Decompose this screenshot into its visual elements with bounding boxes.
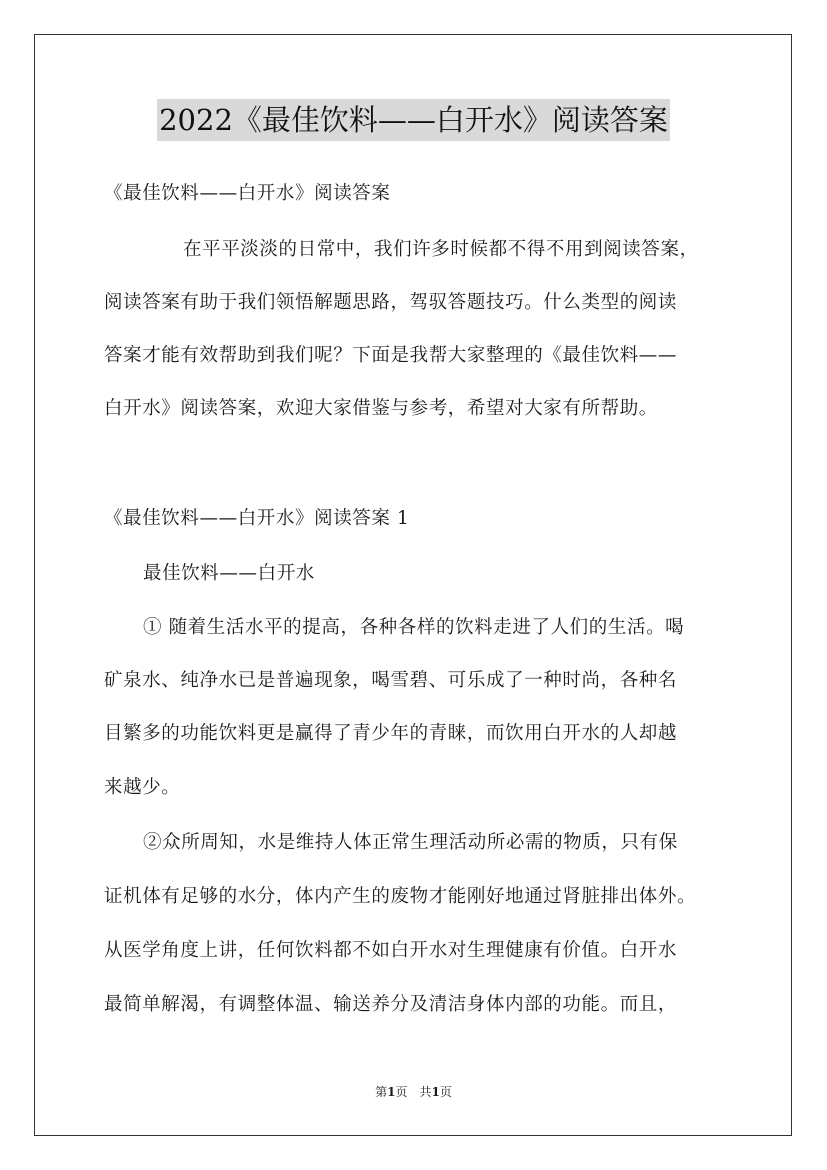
paragraph-line: 证机体有足够的水分，体内产生的废物才能刚好地通过肾脏排出体外。 xyxy=(104,886,697,907)
paragraph-line: 最简单解渴，有调整体温、输送养分及清洁身体内部的功能。而且， xyxy=(104,994,678,1015)
paragraph-line: ① 随着生活水平的提高，各种各样的饮料走进了人们的生活。喝 xyxy=(143,617,685,638)
paragraph-line: 白开水》阅读答案，欢迎大家借鉴与参考，希望对大家有所帮助。 xyxy=(104,398,658,419)
document-title: 2022《最佳饮料——白开水》阅读答案 xyxy=(157,99,670,141)
title-container xyxy=(0,99,827,141)
paragraph-line: 答案才能有效帮助到我们呢？下面是我帮大家整理的《最佳饮料—— xyxy=(104,345,678,366)
paragraph-line: 矿泉水、纯净水已是普遍现象，喝雪碧、可乐成了一种时尚，各种名 xyxy=(104,670,678,691)
paragraph-line: 来越少。 xyxy=(104,777,181,798)
page-footer xyxy=(0,1084,827,1100)
footer-total-pages: 1 xyxy=(431,1085,440,1099)
paragraph-line: 在平平淡淡的日常中，我们许多时候都不得不用到阅读答案， xyxy=(183,239,699,260)
footer-mid: 页 共 xyxy=(395,1085,432,1099)
paragraph-line: ②众所周知，水是维持人体正常生理活动所必需的物质，只有保 xyxy=(143,832,678,853)
paragraph-line: 目繁多的功能饮料更是赢得了青少年的青睐，而饮用白开水的人却越 xyxy=(104,723,678,744)
footer-prefix: 第 xyxy=(375,1085,388,1099)
paragraph-line: 阅读答案有助于我们领悟解题思路，驾驭答题技巧。什么类型的阅读 xyxy=(104,292,678,313)
paragraph-line: 从医学角度上讲，任何饮料都不如白开水对生理健康有价值。白开水 xyxy=(104,940,678,961)
footer-suffix: 页 xyxy=(439,1085,452,1099)
section-heading-answer-1: 《最佳饮料——白开水》阅读答案 1 xyxy=(104,508,410,529)
article-title: 最佳饮料——白开水 xyxy=(143,563,315,584)
section-heading-intro: 《最佳饮料——白开水》阅读答案 xyxy=(104,183,391,204)
footer-page-number: 1 xyxy=(387,1085,396,1099)
